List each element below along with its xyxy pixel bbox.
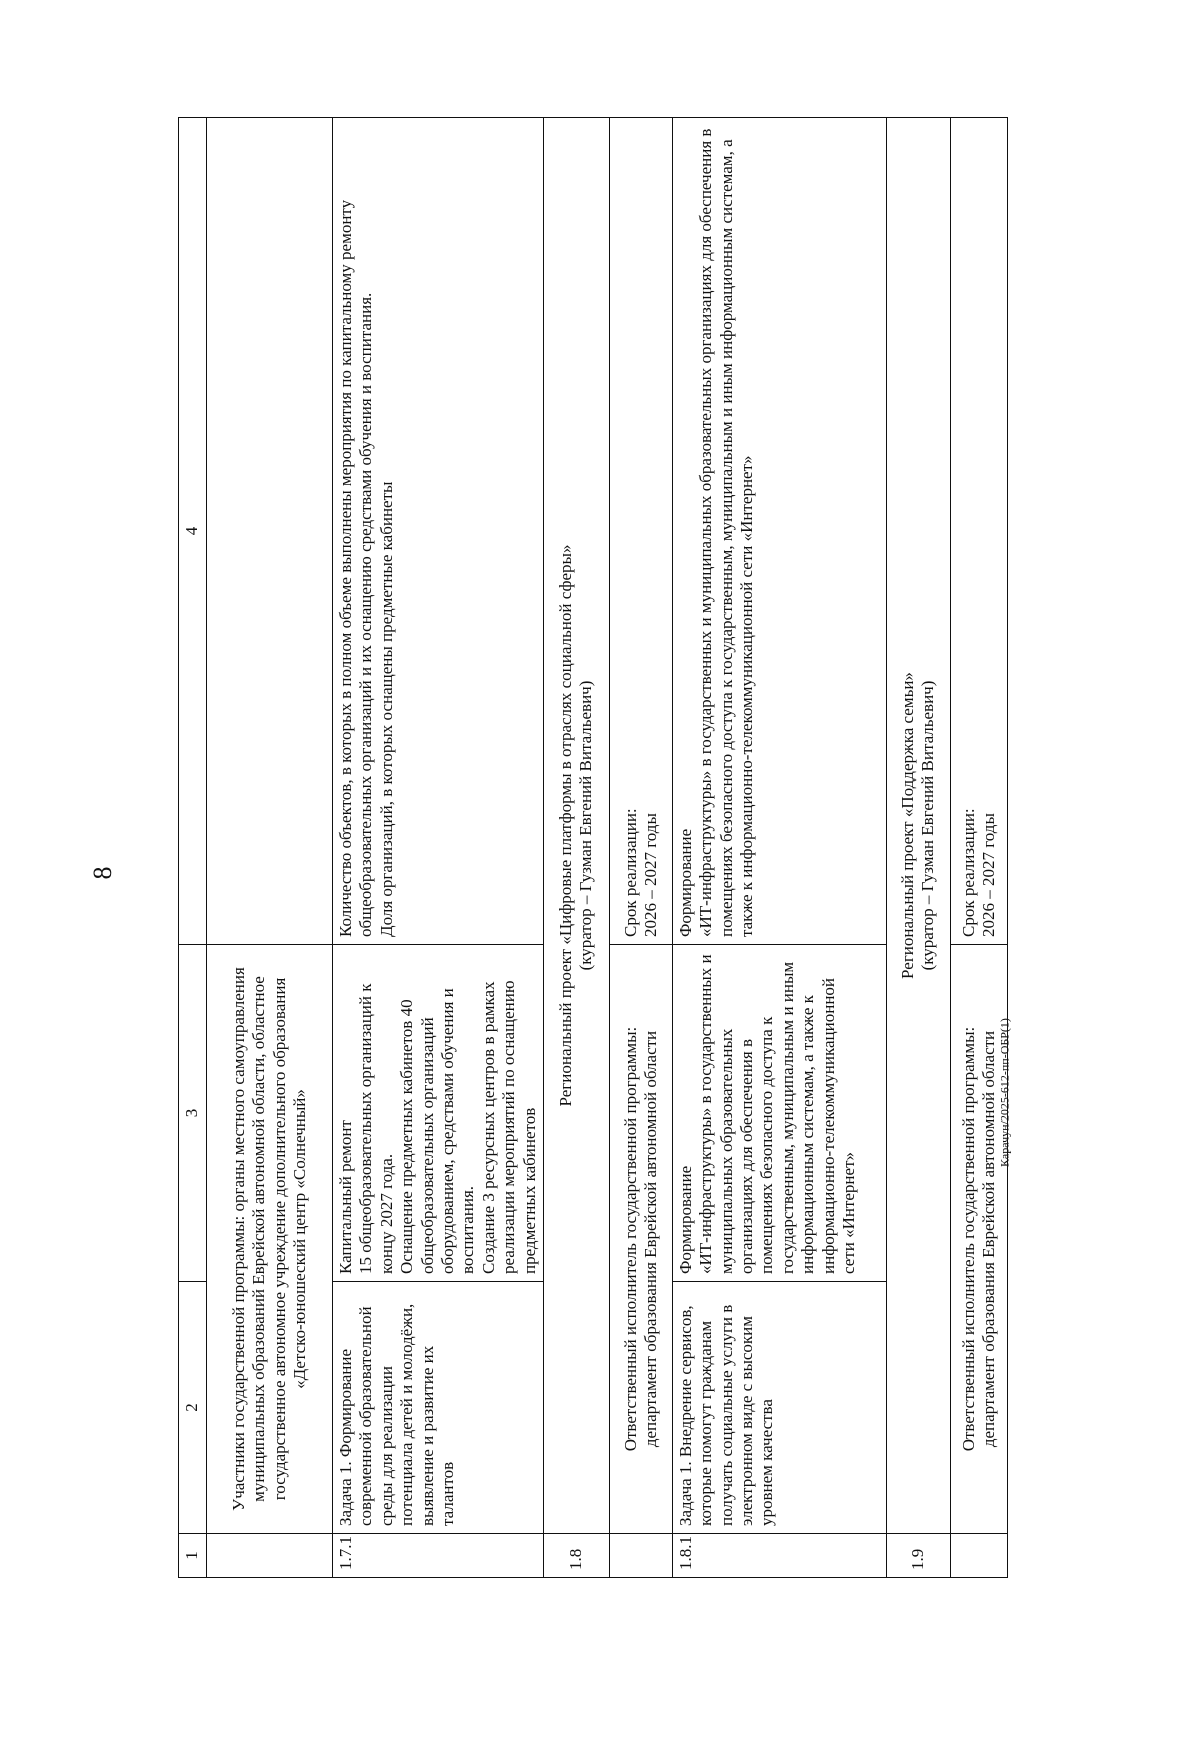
- program-table: [178, 117, 1008, 1578]
- rotated-table-wrapper: [178, 118, 1056, 1578]
- project-title: Региональный проект «Поддержка семьи»: [898, 672, 918, 979]
- term-value: 2026 – 2027 годы: [978, 813, 998, 937]
- indicators-cell: [672, 118, 886, 945]
- responsible-line: Ответственный исполнитель государственной программы:: [620, 1026, 640, 1452]
- header-col-3: 3: [179, 945, 207, 1282]
- effects-cell: [333, 945, 544, 1282]
- project-title: Региональный проект «Цифровые платформы в отраслях социальной сферы»: [556, 544, 576, 1107]
- indicator-text: «ИТ-инфраструктуры» в государственных и муниципальных образовательных организациях для обеспечения в помещениях безопасного доступа к государственным, муниципальным и иным информационным системам, а также к информационно-телекоммуникационной сети «Интернет»: [696, 128, 757, 937]
- empty-cell: [609, 1534, 672, 1578]
- effect-text: «ИТ-инфраструктуры» в государственных и муниципальных образовательных организациях для обеспечения в помещениях безопасного доступа к государственным, муниципальным и иным информационным системам, а также к информационно-телекоммуникационной сети «Интернет»: [696, 954, 859, 1274]
- indicators-cell: [333, 118, 544, 945]
- task-cell: Задача 1. Формирование современной образовательной среды для реализации потенциала детей и молодёжи, выявление и развитие их талантов: [333, 1282, 544, 1534]
- participants-cell: Участники государственной программы: органы местного самоуправления муниципальных образований Еврейской автономной области, областное государственное автономное учреждение дополнительного образования «Детско-юношеский центр «Солнечный»: [207, 945, 333, 1534]
- header-col-1: 1: [179, 1534, 207, 1578]
- row-number: 1.7.1: [333, 1534, 544, 1578]
- responsible-line: департамент образования Еврейской автономной области: [640, 1030, 660, 1448]
- effect-text: Формирование: [675, 1165, 695, 1274]
- term-label: Срок реализации:: [958, 808, 978, 937]
- header-col-2: 2: [179, 1282, 207, 1534]
- project-curator: (куратор – Гузман Евгений Витальевич): [918, 680, 938, 971]
- indicator-text: Количество объектов, в которых в полном объеме выполнены мероприятия по капитальному ремонту общеобразовательных организаций и их оснащению средствами обучения и воспитания.: [336, 199, 376, 937]
- row-number: 1.8.1: [672, 1534, 886, 1578]
- responsible-cell: [950, 945, 1007, 1534]
- page-number: 8: [88, 866, 117, 880]
- row-1-9: [886, 118, 950, 1578]
- effect-text: 15 общеобразовательных организаций к концу 2027 года.: [356, 983, 396, 1274]
- term-cell: [950, 118, 1007, 945]
- task-cell: Задача 1. Внедрение сервисов, которые помогут гражданам получать социальные услуги в электронном виде с высоким уровнем качества: [672, 1282, 886, 1534]
- indicator-text: Формирование: [675, 828, 695, 937]
- responsible-line: Ответственный исполнитель государственной программы:: [958, 1026, 978, 1452]
- responsible-cell: [609, 945, 672, 1534]
- responsible-row-1-9: [950, 118, 1007, 1578]
- row-1-7-1: [333, 118, 544, 1578]
- row-1-8-1: [672, 118, 886, 1578]
- empty-cell: [950, 1534, 1007, 1578]
- empty-cell: [207, 1534, 333, 1578]
- term-label: Срок реализации:: [620, 808, 640, 937]
- project-curator: (куратор – Гузман Евгений Витальевич): [576, 680, 596, 971]
- row-1-8: [543, 118, 609, 1578]
- indicator-text: Доля организаций, в которых оснащены предметные кабинеты: [376, 481, 396, 937]
- document-code: Карачун/2025-612-пп-ОБР(1): [997, 1018, 1012, 1167]
- project-title-cell: [886, 118, 950, 1534]
- project-title-cell: [543, 118, 609, 1534]
- row-number: 1.9: [886, 1534, 950, 1578]
- row-number: 1.8: [543, 1534, 609, 1578]
- responsible-row-1-8: [609, 118, 672, 1578]
- term-cell: [609, 118, 672, 945]
- participants-row: [207, 118, 333, 1578]
- effect-text: Капитальный ремонт: [336, 1120, 355, 1274]
- responsible-line: департамент образования Еврейской автономной области: [978, 1030, 998, 1448]
- empty-cell: [207, 118, 333, 945]
- effects-cell: [672, 945, 886, 1282]
- effect-text: Оснащение предметных кабинетов 40 общеобразовательных организаций оборудованием, средствами обучения и воспитания.: [397, 988, 478, 1274]
- header-row: [179, 118, 207, 1578]
- header-col-4: 4: [179, 118, 207, 945]
- term-value: 2026 – 2027 годы: [640, 813, 660, 937]
- effect-text: Создание 3 ресурсных центров в рамках реализации мероприятий по оснащению предметных кабинетов: [478, 980, 539, 1274]
